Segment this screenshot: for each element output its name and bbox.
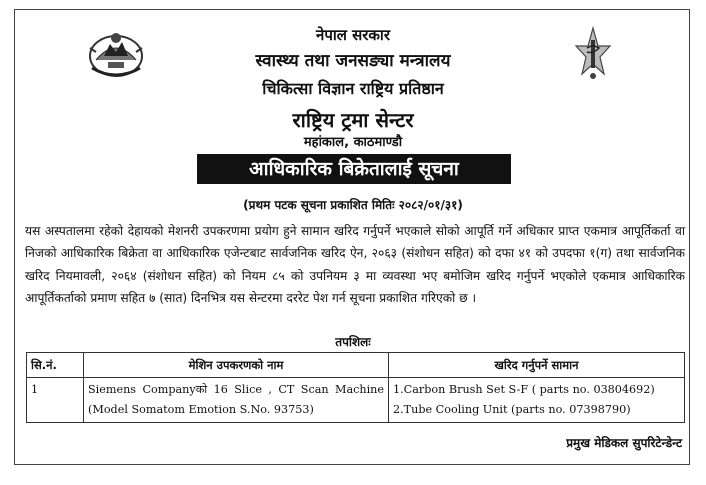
serial-cell: 1 [27, 378, 84, 423]
signature-title: प्रमुख मेडिकल सुपरिटेन्डेन्ट [566, 436, 682, 450]
details-heading: तपशिलः [335, 335, 371, 349]
location-heading: महांकाल, काठमाण्डौ [303, 135, 403, 150]
header-items: खरिद गर्नुपर्ने सामान [389, 353, 685, 378]
table-row [27, 378, 685, 423]
header-serial: सि.नं. [27, 353, 84, 378]
notice-body: यस अस्पतालमा रहेको देहायको मेशनरी उपकरणमा प्रयोग हुने सामान खरिद गर्नुपर्ने भएकाले सोको आपूर्ति गर्ने अधिकार प्राप्त एकमात्र आपूर्तिकर्ता वा निजको आधिकारिक बिक्रेता वा आधिकारिक एजेन्टबाट सार्वजनिक खरिद ऐन, २०६३ (संशोधन सहित) को दफा ४१ को उपदफा १(ग) तथा सार्वजनिक खरिद नियमावली, २०६४ (संशोधन सहित) को नियम ८५ को उपनियम ३ मा व्यवस्था भए बमोजिम खरिद गर्नुपर्ने भएकोले एकमात्र आधिकारिक आपूर्तिकर्ताको प्रमाण सहित ७ (सात) दिनभित्र यस सेन्टरमा दररेट पेश गर्न सूचना प्रकाशित गरिएको छ । [25, 224, 685, 306]
ministry-heading: स्वास्थ्य तथा जनसङ्या मन्त्रालय [255, 51, 451, 71]
machine-model-line: (Model Somatom Emotion S.No. 93753) [88, 403, 314, 416]
item-line-1: 1.Carbon Brush Set S-F ( parts no. 03804692) [393, 383, 655, 396]
academy-heading: चिकित्सा विज्ञान राष्ट्रिय प्रतिष्ठान [262, 79, 444, 98]
item-line-2: 2.Tube Cooling Unit (parts no. 07398790) [393, 403, 631, 416]
center-heading: राष्ट्रिय ट्रमा सेन्टर [292, 108, 414, 132]
government-heading: नेपाल सरकार [316, 26, 390, 44]
notice-title-banner: आधिकारिक बिक्रेतालाई सूचना [197, 154, 511, 184]
items-table [26, 352, 685, 423]
items-cell [389, 378, 685, 423]
machine-name-line: Siemens Companyको 16 Slice , CT Scan Machine [88, 383, 384, 396]
publication-date: (प्रथम पटक सूचना प्रकाशित मितिः २०८२/०१/३१) [243, 198, 463, 212]
machine-cell [84, 378, 389, 423]
table-header-row [27, 353, 685, 378]
header-machine: मेशिन उपकरणको नाम [84, 353, 389, 378]
